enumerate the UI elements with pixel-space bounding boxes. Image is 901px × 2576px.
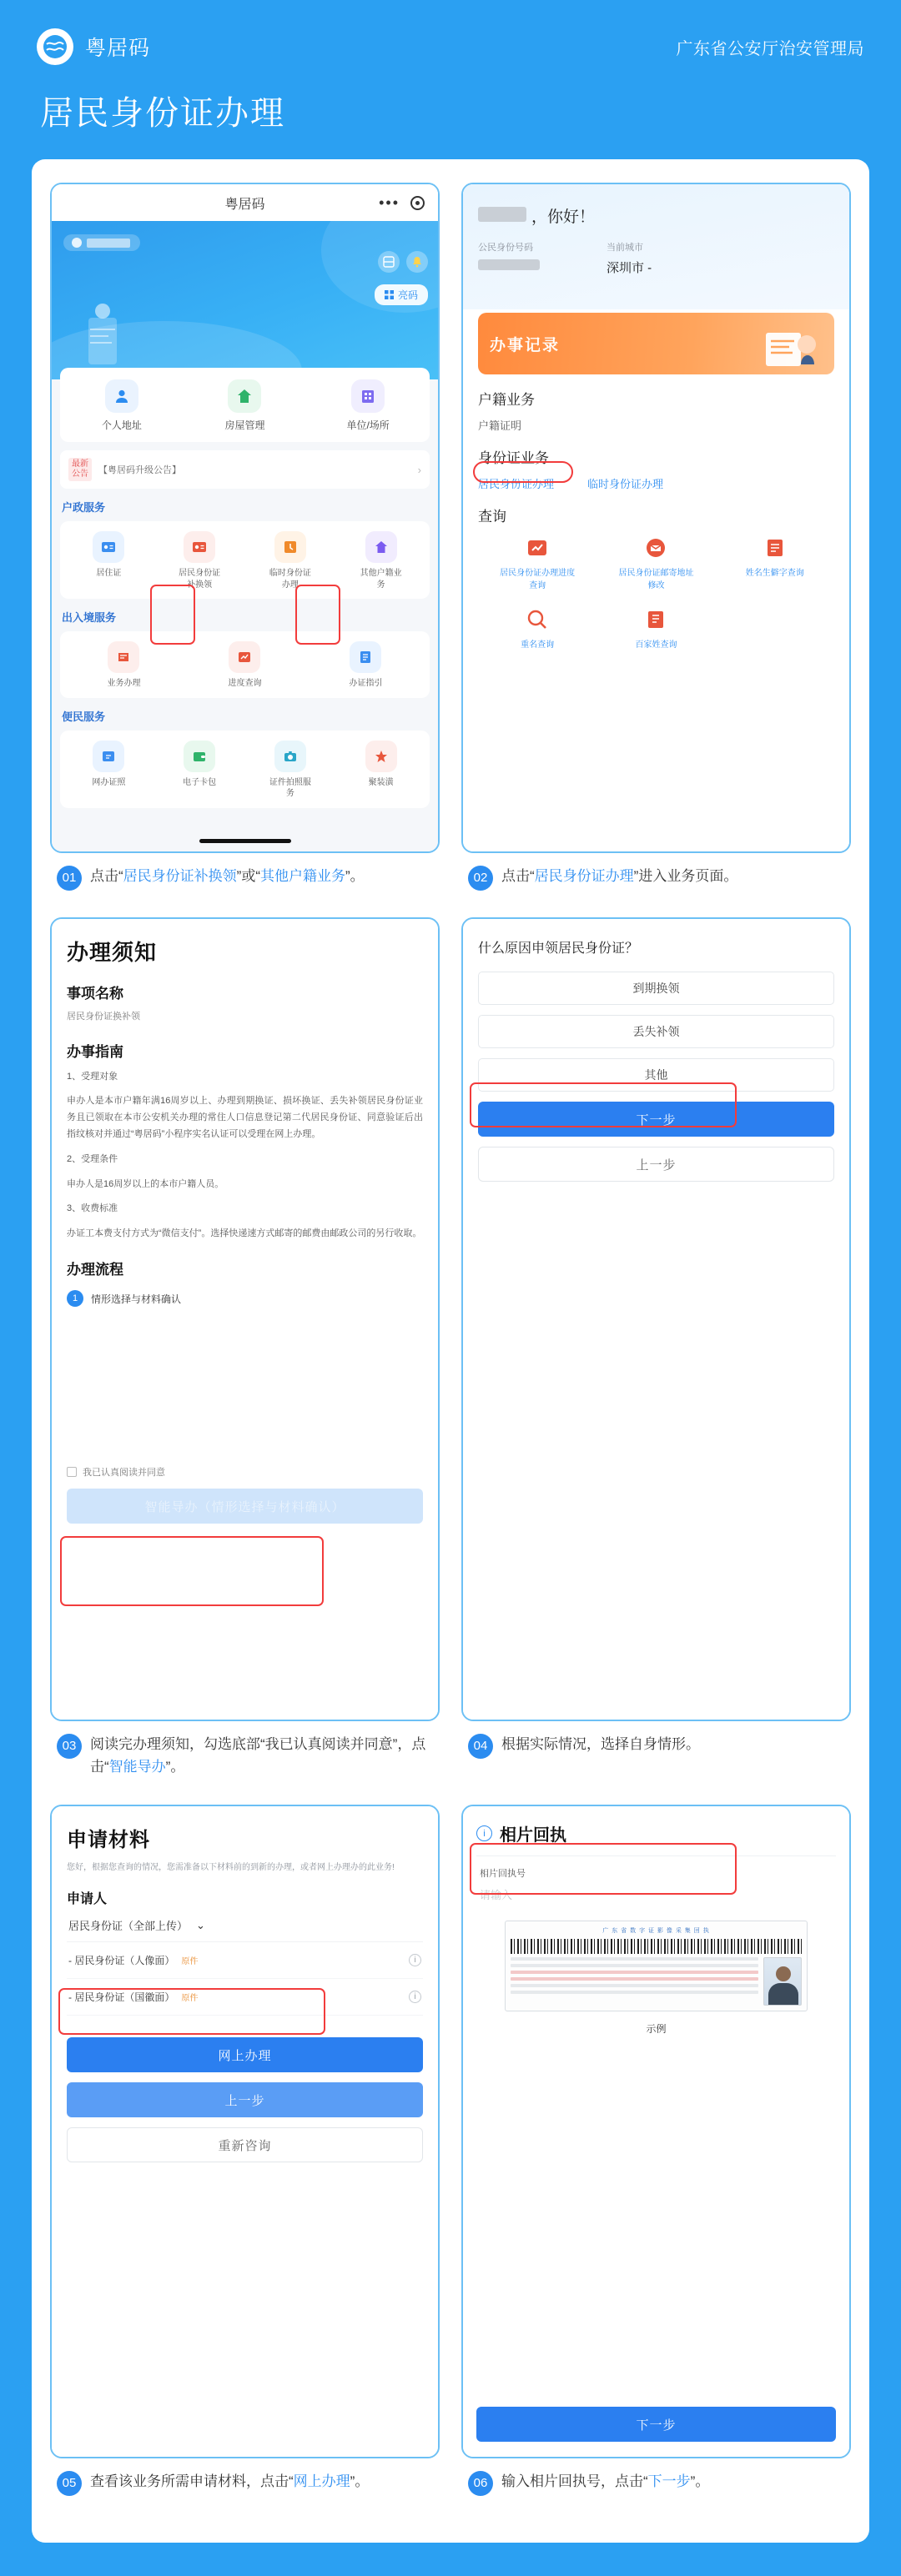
service-item-e-wallet[interactable]	[154, 741, 245, 800]
phone-screen-01	[50, 183, 440, 853]
phone-screen-04	[461, 917, 851, 1721]
photo-receipt-title: 相片回执	[500, 1826, 566, 1845]
steps-board	[32, 159, 869, 2543]
sample-body	[511, 1957, 801, 2006]
step-cell-04	[461, 917, 851, 1800]
step-cell-06	[461, 1805, 851, 2518]
quick-item-label-0: 个人地址	[101, 419, 142, 431]
step-text-03	[90, 1733, 433, 1778]
step-cell-02	[461, 183, 851, 912]
city-label: 当前城市	[607, 243, 643, 253]
code-chip[interactable]	[63, 234, 140, 251]
query-item-4[interactable]	[596, 605, 715, 652]
sample-line	[511, 1991, 758, 1994]
phone-screen-05	[50, 1805, 440, 2458]
section-title-query: 查询	[478, 509, 506, 525]
greeting-row	[478, 204, 834, 227]
user-name-masked	[478, 207, 526, 222]
notice-p5: 3、收费标准	[67, 1203, 118, 1214]
quick-entry-row	[60, 368, 430, 442]
id-links	[478, 475, 834, 491]
service-item-online-license[interactable]	[63, 741, 154, 800]
flow-step-label: 情形选择与材料确认	[91, 1293, 182, 1305]
step-caption-01	[50, 853, 440, 912]
material-item-front	[67, 1942, 423, 1979]
target-icon[interactable]	[410, 196, 425, 210]
section-id-biz	[463, 433, 849, 491]
e-wallet-icon	[184, 741, 215, 772]
step-cell-03	[50, 917, 440, 1800]
org-name: 广东省公安厅治安管理局	[676, 39, 864, 58]
section-title-household: 户籍业务	[478, 392, 535, 408]
service-label-0-1: 居民身份证补换领	[179, 569, 221, 590]
material-item-label-1: - 居民身份证（国徽面）	[68, 1991, 175, 2004]
sample-line	[511, 1964, 758, 1967]
materials-title: 申请材料	[67, 1829, 150, 1852]
service-item-photo-service[interactable]	[245, 741, 336, 800]
step-number-02: 02	[468, 866, 493, 891]
applicant-heading: 申请人	[67, 1892, 108, 1907]
section-title-1: 出入境服务	[62, 611, 117, 624]
reconsult-button[interactable]: 重新咨询	[67, 2127, 423, 2162]
quick-item-2[interactable]	[307, 379, 429, 432]
hero-illustration	[73, 296, 132, 371]
t-hl: 下一步	[647, 2473, 691, 2490]
home-hero	[52, 221, 438, 379]
flow-step-number: 1	[67, 1290, 83, 1307]
id-label: 公民身份号码	[478, 243, 533, 253]
mail-address-icon	[642, 534, 670, 562]
query-item-1[interactable]	[596, 534, 715, 592]
sample-line	[511, 1984, 758, 1987]
bell-icon[interactable]	[406, 251, 428, 273]
notice-p6: 办证工本费支付方式为“微信支付”。选择快递速方式邮寄的邮费由邮政公司的另行收取。	[67, 1228, 422, 1239]
page-title: 居民身份证办理	[40, 95, 285, 132]
notice-p3: 2、受理条件	[67, 1153, 118, 1164]
section-query	[463, 491, 849, 652]
t-hl: 智能导办	[108, 1759, 166, 1775]
t: 根据实际情况，选择自身情形。	[501, 1736, 700, 1752]
service-label-2-0: 网办证照	[92, 777, 126, 787]
quick-item-label-2: 单位/场所	[346, 419, 390, 431]
smart-guide-button[interactable]: 智能导办（情形选择与材料确认）	[67, 1489, 423, 1524]
info-icon[interactable]: i	[409, 1991, 421, 2003]
navbar-title: 粤居码	[224, 197, 265, 212]
quick-item-0[interactable]	[61, 379, 183, 432]
notice-p4: 申办人是16周岁以上的本市户籍人员。	[67, 1178, 224, 1189]
notice-p2: 申办人是本市户籍年满16周岁以上、办理到期换证、损坏换证、丢失补领居民身份证业务且已领取在本市公安机关办理的常住人口信息登记第二代居民身份证、同意验证后出指纹核对并通过“粤居码”小程序实名认证可以受理在网上办理。	[67, 1096, 423, 1140]
service-label-0-2: 临时身份证办理	[269, 569, 311, 590]
reason-question: 什么原因申领居民身份证？	[478, 942, 639, 956]
sample-caption: 示例	[646, 2023, 667, 2036]
greeting-text: ，你好！	[531, 208, 596, 226]
t-hl: 居民身份证办理	[534, 868, 634, 884]
notice-item-name-value: 居民身份证换补领	[67, 1012, 140, 1022]
service-item-id-renew[interactable]	[154, 531, 245, 590]
t: ”或“	[236, 868, 260, 884]
link-temp-id-apply[interactable]: 临时身份证办理	[587, 478, 664, 490]
online-apply-button[interactable]: 网上办理	[67, 2037, 423, 2072]
service-label-2-1: 电子卡包	[183, 777, 217, 787]
surname-icon	[642, 605, 670, 634]
id-value-masked	[478, 259, 540, 270]
step-caption-02	[461, 853, 851, 912]
hero-icon-row	[378, 251, 428, 273]
section-exit-entry	[60, 609, 430, 698]
t: 点击“	[501, 868, 535, 884]
link-household-proof[interactable]: 户籍证明	[478, 419, 522, 432]
city-block[interactable]	[607, 240, 652, 276]
user-hero	[463, 184, 849, 309]
rare-char-icon	[761, 534, 789, 562]
material-item-orig-1: 原件	[181, 1994, 199, 2004]
household-links	[478, 417, 834, 433]
step-caption-04	[461, 1721, 851, 1780]
notice-bar[interactable]	[60, 450, 430, 489]
home-indicator	[199, 839, 291, 843]
photo-receipt-header	[476, 1821, 836, 1856]
t: 输入相片回执号，点击“	[501, 2473, 648, 2490]
materials-note: 您好，根据您查询的情况，您需准备以下材料前的到新的办理，或者网上办理办的此业务!	[67, 1863, 395, 1873]
temp-id-icon	[274, 531, 306, 563]
service-item-guide[interactable]	[305, 641, 426, 690]
query-label-0: 居民身份证办理进度查询	[500, 569, 576, 590]
house-icon	[228, 379, 261, 413]
query-label-2: 姓名生僻字查询	[745, 569, 804, 578]
notice-h-flow: 办理流程	[67, 1262, 123, 1278]
receipt-number-label: 相片回执号	[480, 1869, 526, 1880]
step-caption-03	[50, 1721, 440, 1800]
records-banner-illustration	[759, 324, 821, 374]
prev-step-button[interactable]: 上一步	[67, 2082, 423, 2117]
service-label-1-2: 办证指引	[349, 679, 383, 688]
service-item-temp-id[interactable]	[245, 531, 336, 590]
step-number-06: 06	[468, 2471, 493, 2496]
quick-item-1[interactable]	[184, 379, 305, 432]
chevron-right-icon: ›	[417, 463, 421, 476]
exit-entry-apply-icon	[108, 641, 139, 673]
show-code-button[interactable]	[375, 284, 428, 305]
photo-service-icon	[274, 741, 306, 772]
t: ”。	[690, 2473, 710, 2490]
notice-h-guide: 办事指南	[67, 1043, 123, 1060]
building-icon	[351, 379, 385, 413]
query-label-4: 百家姓查询	[635, 640, 677, 650]
section-card-0	[60, 521, 430, 599]
step-text-06	[501, 2470, 844, 2496]
section-title-id: 身份证业务	[478, 450, 549, 466]
portrait-body	[768, 1983, 798, 2006]
notice-screen	[52, 919, 438, 1720]
id-card-renew-icon	[184, 531, 215, 563]
phone-screen-02	[461, 183, 851, 853]
id-block	[478, 240, 540, 276]
show-code-label: 亮码	[397, 289, 418, 301]
agree-row[interactable]	[67, 1465, 423, 1479]
step-number-01: 01	[57, 866, 82, 891]
t: 点击“	[90, 868, 123, 884]
step-number-03: 03	[57, 1734, 82, 1759]
step-text-04	[501, 1733, 844, 1759]
section-card-2	[60, 731, 430, 808]
query-label-1: 居民身份证邮寄地址修改	[618, 569, 694, 590]
progress-query-icon	[523, 534, 551, 562]
highlight-agree-and-guide	[60, 1536, 324, 1606]
chip-dot-icon	[72, 238, 82, 248]
service-item-progress-query[interactable]	[184, 641, 305, 690]
service-item-decoration[interactable]	[335, 741, 426, 800]
step-text-02	[501, 865, 844, 891]
miniapp-navbar	[52, 184, 438, 221]
agree-label: 我已认真阅读并同意	[83, 1468, 165, 1479]
brand	[37, 28, 150, 65]
info-icon[interactable]: i	[476, 1825, 492, 1841]
notice-tag: 最新 公告	[68, 458, 92, 481]
material-select[interactable]	[67, 1907, 423, 1942]
reason-select-screen	[463, 919, 849, 1720]
service-label-1-0: 业务办理	[107, 679, 141, 688]
photo-receipt-footer	[476, 2407, 836, 2442]
query-item-2[interactable]	[716, 534, 834, 592]
chevron-down-icon: ⌄	[196, 1918, 205, 1931]
chip-label-masked	[87, 239, 130, 248]
material-select-value: 居民身份证（全部上传）	[68, 1920, 189, 1933]
sample-line	[511, 1957, 758, 1961]
decoration-icon	[365, 741, 397, 772]
page-header	[0, 0, 901, 65]
photo-receipt-screen	[463, 1806, 849, 2457]
material-item-orig-0: 原件	[181, 1957, 199, 1967]
sample-barcode	[511, 1939, 801, 1954]
portrait-head	[776, 1966, 791, 1981]
t-hl: 居民身份证补换领	[123, 868, 237, 884]
agree-checkbox[interactable]	[67, 1467, 77, 1477]
service-label-1-1: 进度查询	[228, 679, 262, 688]
step-caption-05	[50, 2458, 440, 2518]
business-list-screen	[463, 184, 849, 851]
sample-line-red	[511, 1977, 758, 1981]
section-grid-1	[63, 641, 426, 690]
notice-p1: 1、受理对象	[67, 1071, 118, 1082]
step-text-05	[90, 2470, 433, 2496]
other-household-icon	[365, 531, 397, 563]
t: ”。	[350, 2473, 370, 2490]
material-item-back	[67, 1979, 423, 2016]
material-item-label-0: - 居民身份证（人像面）	[68, 1955, 175, 1967]
person-address-icon	[105, 379, 138, 413]
service-label-0-0: 居住证	[96, 569, 122, 578]
service-item-other-household[interactable]	[335, 531, 426, 590]
query-grid	[478, 534, 834, 652]
info-icon[interactable]: i	[409, 1954, 421, 1966]
sample-line-red	[511, 1971, 758, 1974]
sample-header-text: 广 东 省 数 字 证 影 像 采 集 回 执	[602, 1928, 710, 1935]
phone-screen-06	[461, 1805, 851, 2458]
id-card-icon	[93, 531, 124, 563]
service-item-residence-permit[interactable]	[63, 531, 154, 590]
service-label-0-3: 其他户籍业务	[360, 569, 402, 590]
notice-title: 办理须知	[67, 940, 158, 965]
user-info-row	[478, 240, 834, 276]
section-household-biz	[463, 374, 849, 433]
app-home-screen	[52, 184, 438, 851]
receipt-sample-image	[505, 1921, 807, 2011]
t: ”。	[345, 868, 365, 884]
city-value: 深圳市 -	[607, 261, 652, 275]
progress-query-icon	[229, 641, 260, 673]
brand-logo-icon	[37, 28, 73, 65]
t-hl: 其他户籍业务	[260, 868, 345, 884]
scan-icon[interactable]	[378, 251, 400, 273]
step-cell-01	[50, 183, 440, 912]
option-other[interactable]: 其他	[478, 1058, 834, 1092]
notice-text: 【粤居码升级公告】	[98, 465, 181, 475]
records-banner[interactable]	[478, 313, 834, 374]
next-button[interactable]: 下一步	[476, 2407, 836, 2442]
quick-item-label-1: 房屋管理	[224, 419, 265, 431]
step-text-01	[90, 865, 433, 891]
more-dots-icon[interactable]: •••	[379, 193, 400, 211]
t: ”。	[165, 1759, 185, 1775]
section-title-2: 便民服务	[62, 710, 106, 723]
brand-name: 粤居码	[85, 37, 151, 60]
records-banner-title: 办事记录	[490, 336, 561, 354]
notice-h-item-name: 事项名称	[67, 986, 123, 1002]
sample-portrait	[763, 1957, 802, 2006]
step-number-05: 05	[57, 2471, 82, 2496]
flow-step-1	[67, 1290, 423, 1307]
section-grid-2	[63, 741, 426, 800]
section-title-0: 户政服务	[62, 501, 106, 514]
query-item-3[interactable]	[478, 605, 596, 652]
prev-button[interactable]: 上一步	[478, 1147, 834, 1182]
link-id-apply[interactable]: 居民身份证办理	[478, 478, 555, 490]
t-hl: 网上办理	[293, 2473, 350, 2490]
service-label-2-3: 聚装潢	[368, 777, 394, 787]
option-lost[interactable]: 丢失补领	[478, 1015, 834, 1048]
next-button[interactable]: 下一步	[478, 1102, 834, 1137]
t: 查看该业务所需申请材料，点击“	[90, 2473, 294, 2490]
section-convenience	[60, 708, 430, 808]
section-card-1	[60, 631, 430, 698]
phone-screen-03	[50, 917, 440, 1721]
query-item-0[interactable]	[478, 534, 596, 592]
t: 阅读完办理须知，勾选底部“我已认真阅读并同意”，点击“	[90, 1736, 426, 1775]
t: ”进入业务页面。	[633, 868, 738, 884]
section-household	[60, 499, 430, 599]
online-license-icon	[93, 741, 124, 772]
step-caption-06	[461, 2458, 851, 2518]
step-cell-05	[50, 1805, 440, 2518]
receipt-number-field[interactable]	[476, 1856, 836, 1911]
option-expired[interactable]: 到期换领	[478, 972, 834, 1005]
materials-screen	[52, 1806, 438, 2457]
service-item-exit-apply[interactable]	[63, 641, 184, 690]
duplicate-name-icon	[523, 605, 551, 634]
step-number-04: 04	[468, 1734, 493, 1759]
service-label-2-2: 证件拍照服务	[269, 777, 311, 798]
sample-text-lines	[511, 1957, 758, 2006]
guide-icon	[350, 641, 381, 673]
query-label-3: 重名查询	[521, 640, 555, 650]
receipt-number-input[interactable]: 请输入	[480, 1889, 513, 1902]
section-grid-0	[63, 531, 426, 590]
